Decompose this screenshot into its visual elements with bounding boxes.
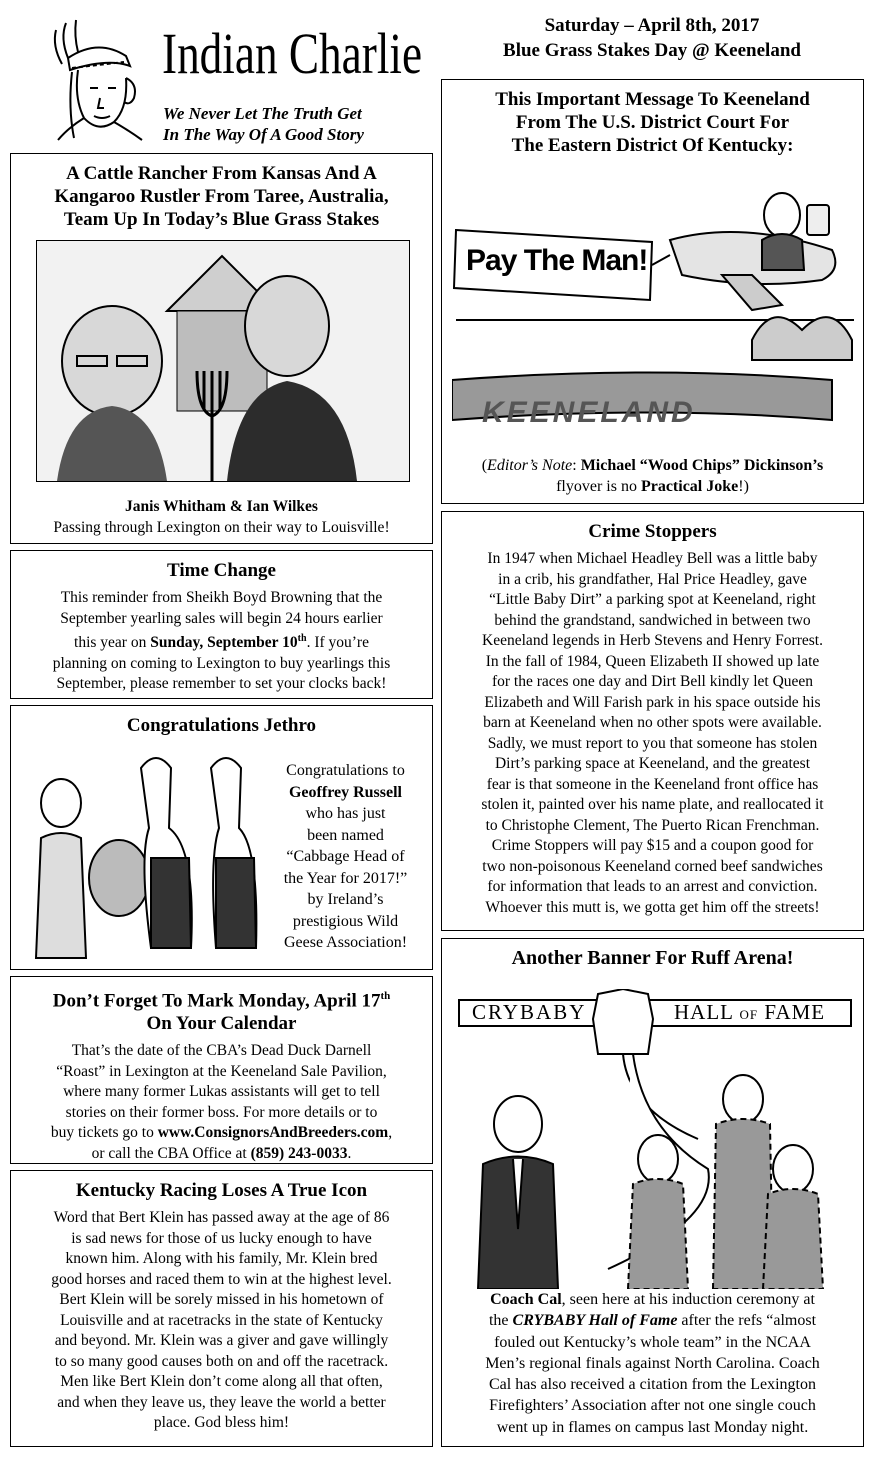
crime-line: Keeneland legends in Herb Stevens and Henry Forrest. [482, 632, 823, 649]
cba-phone-number: (859) 243-0033 [250, 1144, 348, 1162]
icon-article [10, 1170, 433, 1447]
icon-line: and when they leave us, they leave the world a better [57, 1393, 386, 1411]
crime-line: two non-poisonous Keeneland corned beef sandwiches [482, 857, 823, 875]
masthead-tagline-2: In The Way Of A Good Story [163, 125, 364, 144]
american-gothic-cartoon-image [36, 240, 410, 482]
monday-line-1: That’s the date of the CBA’s Dead Duck Darnell [71, 1042, 372, 1060]
event-line: Blue Grass Stakes Day @ Keeneland [503, 40, 801, 61]
monday-line-3: where many former Lukas assistants will get to tell [63, 1083, 380, 1101]
jethro-line-9: Geese Association! [283, 934, 408, 951]
ruff-line-1: Coach Cal, seen here at his induction ceremony at [490, 1291, 815, 1308]
crybaby-banner-left: CRYBABY [472, 1000, 587, 1024]
monday-article [10, 976, 433, 1164]
cba-website-link[interactable]: www.ConsignorsAndBreeders.com [157, 1124, 389, 1142]
masthead [0, 0, 440, 150]
icon-line: Word that Bert Klein has passed away at the age of 86 [53, 1209, 390, 1226]
icon-line: known him. Along with his family, Mr. Klein bred [65, 1250, 378, 1267]
monday-line-6: or call the CBA Office at (859) 243-0033. [91, 1144, 352, 1162]
ruff-line-7: went up in flames on campus last Monday night. [496, 1418, 809, 1436]
jethro-headline: Congratulations Jethro [126, 715, 317, 736]
time-change-headline: Time Change [167, 560, 276, 581]
court-note-line-1: (Editor’s Note: Michael “Wood Chips” Dickinson’s [481, 457, 824, 474]
jethro-line-2: Geoffrey Russell [288, 783, 402, 801]
time-change-line-2: September yearling sales will begin 24 hours earlier [60, 609, 383, 627]
court-headline-3: The Eastern District Of Kentucky: [511, 135, 794, 156]
monday-line-2: “Roast” in Lexington at the Keeneland Sale Pavilion, [56, 1062, 387, 1080]
crime-line: Sadly, we must report to you that someone has stolen [487, 734, 818, 752]
icon-line: and beyond. Mr. Klein was a giver and gave willingly [54, 1332, 389, 1349]
time-change-line-1: This reminder from Sheikh Boyd Browning that the [60, 589, 383, 606]
icon-line: Bert Klein will be sorely missed in his hometown of [59, 1291, 384, 1308]
time-change-line-5: September, please remember to set your clocks back! [56, 675, 387, 693]
crime-line: Whoever this mutt is, we gotta get him off the streets! [485, 898, 820, 916]
jethro-line-4: been named [307, 826, 384, 844]
crime-line: barn at Keeneland when no other spots were available. [483, 714, 822, 731]
monday-headline-1: Don’t Forget To Mark Monday, April 17th [52, 990, 391, 1012]
icon-line: Louisville and at racetracks in the state of Kentucky [60, 1311, 383, 1329]
rancher-caption-text: Passing through Lexington on their way to Louisville! [53, 519, 390, 536]
ruff-line-2: the CRYBABY Hall of Fame after the refs “almost [488, 1312, 817, 1330]
monday-headline-2: On Your Calendar [146, 1013, 297, 1035]
wild-geese-cartoon-image [21, 748, 261, 963]
crime-line: for information that leads to an arrest and conviction. [487, 878, 818, 895]
monday-line-4: stories on their former boss. For more details or to [65, 1103, 378, 1121]
rancher-caption-names: Janis Whitham & Ian Wilkes [125, 498, 318, 515]
keeneland-sign: KEENELAND [482, 396, 696, 429]
time-change-article [10, 550, 433, 699]
crime-line: “Little Baby Dirt” a parking spot at Keeneland, right [489, 591, 816, 608]
crime-line: stolen it, painted over his name plate, and reallocated it [481, 796, 824, 813]
ruff-caption [442, 1289, 863, 1438]
jethro-line-5: “Cabbage Head of [286, 848, 405, 865]
crime-line: in a crib, his grandfather, Hal Price Headley, gave [498, 570, 807, 588]
crime-line: for the races one day and Dirt Bell kindly let Queen [491, 673, 814, 690]
time-change-line-3: this year on Sunday, September 10th. If you’re [74, 633, 369, 652]
icon-line: place. God bless him! [153, 1414, 290, 1431]
court-headline-1: This Important Message To Keeneland [495, 89, 810, 110]
rancher-headline-3: Team Up In Today’s Blue Grass Stakes [63, 209, 380, 230]
date-line: Saturday – April 8th, 2017 [544, 15, 760, 36]
jethro-line-1: Congratulations to [286, 762, 405, 779]
crime-line: Elizabeth and Will Farish park in his space outside his [484, 693, 821, 711]
crime-line: to Christophe Clement, The Puerto Rican Frenchman. [485, 816, 820, 834]
monday-line-5: buy tickets go to www.ConsignorsAndBreeders.com, [50, 1124, 393, 1142]
icon-line: is sad news for those of us lucky enough to have [71, 1229, 372, 1247]
indian-head-logo-icon [38, 18, 148, 143]
ruff-line-5: Cal has also received a citation from the Lexington [489, 1376, 816, 1394]
court-headline-2: From The U.S. District Court For [515, 112, 790, 133]
ruff-headline: Another Banner For Ruff Arena! [511, 947, 794, 969]
icon-line: to so many good causes both on and off the racetrack. [54, 1352, 389, 1370]
court-note-line-2: flyover is no Practical Joke!) [556, 478, 749, 495]
icon-line: Men like Bert Klein don’t come along all that often, [60, 1373, 383, 1390]
ruff-line-4: Men’s regional finals against North Carolina. Coach [485, 1354, 820, 1372]
rancher-headline-2: Kangaroo Rustler From Taree, Australia, [54, 186, 389, 207]
crime-line: behind the grandstand, sandwiched in between two [494, 611, 811, 629]
rancher-headline-1: A Cattle Rancher From Kansas And A [66, 163, 377, 184]
crime-line: Crime Stoppers will pay $15 and a coupon good for [491, 837, 814, 854]
jethro-line-7: by Ireland’s [307, 891, 384, 908]
crime-line: In the fall of 1984, Queen Elizabeth II showed up late [485, 652, 820, 670]
crime-line: Dirt’s parking space at Keeneland, and the greatest [494, 755, 811, 772]
crime-line: fear is that someone in the Keeneland front office has [486, 775, 819, 793]
crime-article [441, 511, 864, 931]
masthead-tagline-1: We Never Let The Truth Get [163, 104, 362, 123]
court-article [441, 79, 864, 504]
coach-cal-cartoon-image [458, 989, 848, 1289]
crybaby-banner-right: HALL OF FAME [674, 1000, 826, 1024]
icon-headline: Kentucky Racing Loses A True Icon [75, 1180, 368, 1201]
time-change-line-4: planning on coming to Lexington to buy yearlings this [52, 654, 391, 672]
ruff-article [441, 938, 864, 1447]
jethro-line-6: the Year for 2017!” [283, 869, 408, 887]
pay-the-man-banner: Pay The Man! [466, 244, 648, 277]
jethro-article [10, 705, 433, 970]
icon-line: good horses and raced them to win at the highest level. [51, 1270, 392, 1288]
jethro-line-8: prestigious Wild [292, 912, 399, 930]
crime-line: In 1947 when Michael Headley Bell was a little baby [487, 550, 818, 567]
jethro-text [259, 760, 432, 954]
masthead-title: Indian Charlie [162, 21, 423, 86]
rancher-article [10, 153, 433, 544]
ruff-line-3: fouled out Kentucky’s whole team” in the NCAA [494, 1333, 811, 1351]
ruff-line-6: Firefighters’ Association after not one single couch [489, 1397, 816, 1415]
crime-headline: Crime Stoppers [588, 521, 717, 542]
jethro-line-3: who has just [305, 805, 386, 822]
